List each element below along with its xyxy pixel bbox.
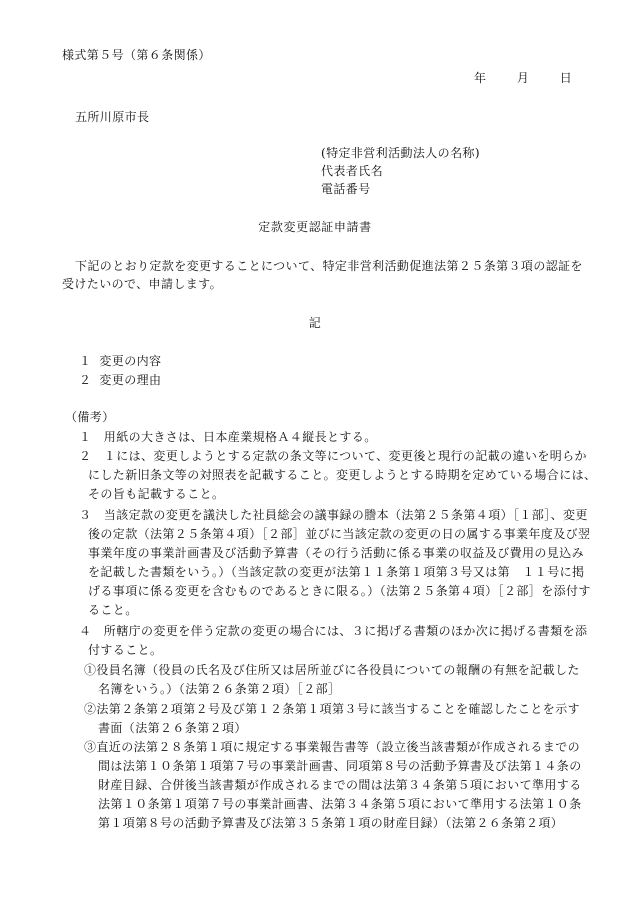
note-3-line-2: 後の定款（法第２５条第４項）［２部］並びに当該定款の変更の日の属する事業年度及び翌 (88, 527, 591, 541)
note-3-line-1: ３ 当該定款の変更を議決した社員総会の議事録の謄本（法第２５条第４項）［１部］、変更 (79, 508, 588, 522)
item-2 (79, 373, 161, 387)
intro-line-1: 下記のとおり定款を変更することについて、特定非営利活動促進法第２５条第３項の認証を (75, 259, 583, 273)
note-4-line-1: ４ 所轄庁の変更を伴う定款の変更の場合には、３に掲げる書類のほか次に掲げる書類を添 (79, 624, 588, 638)
note-3-line-3: 事業年度の事業計画書及び活動予算書（その行う活動に係る事業の収益及び費用の見込み (88, 546, 585, 560)
note-3-line-5: げる事項に係る変更を含むものであるときに限る。）（法第２５条第４項）［２部］を添付す (88, 584, 591, 598)
item-1-number: １ (79, 354, 92, 368)
item-2-number: ２ (79, 373, 92, 387)
notes-heading: （備考） (65, 410, 115, 424)
ki-heading: 記 (308, 316, 322, 330)
note-2-line-3: その旨も記載すること。 (88, 487, 225, 501)
note-2-line-1: ２ １には、変更しようとする定款の条文等について、変更後と現行の記載の違いを明らか (79, 449, 587, 463)
note-4-sub-2-line-2: 書面（法第２６条第２項） (98, 721, 247, 735)
note-2-line-2: にした新旧条文等の対照表を記載すること。変更しようとする時期を定めている場合には、 (88, 468, 597, 482)
document-title: 定款変更認証申請書 (258, 220, 372, 234)
note-4-line-2: 付すること。 (88, 643, 163, 657)
note-3-line-4: を記載した書類をいう。）（当該定款の変更が法第１１条第１項第３号又は第 １１号に掲 (88, 565, 585, 579)
note-1-line-1: １ 用紙の大きさは、日本産業規格Ａ４縦長とする。 (79, 430, 377, 444)
item-2-text: 変更の理由 (99, 373, 162, 387)
applicant-representative: 代表者氏名 (321, 164, 384, 178)
item-1-text: 変更の内容 (99, 354, 162, 368)
date-month: 月 (516, 71, 530, 85)
note-4-sub-1-line-1: ①役員名簿（役員の氏名及び住所又は居所並びに各役員についての報酬の有無を記載した (84, 663, 580, 677)
date-day: 日 (559, 71, 573, 85)
note-4-sub-3-line-1: ③直近の法第２８条第１項に規定する事業報告書等（設立後当該書類が作成されるまでの (84, 740, 581, 754)
note-4-sub-3-line-5: 第１項第８号の活動予算書及び法第３５条第１項の財産目録）（法第２６条第２項） (98, 816, 564, 830)
note-3-line-6: ること。 (88, 603, 138, 617)
note-4-sub-1-line-2: 名簿をいう。）（法第２６条第２項）［２部］ (98, 682, 341, 696)
intro-line-2: 受けたいので、申請します。 (62, 277, 223, 291)
form-label: 様式第５号（第６条関係） (62, 48, 211, 62)
addressee: 五所川原市長 (75, 110, 150, 124)
note-4-sub-3-line-4: 法第１０条第１項第７号の事業計画書、法第３４条第５項において準用する法第１０条 (98, 797, 582, 811)
item-1 (79, 354, 161, 368)
applicant-org-name: (特定非営利活動法人の名称) (321, 146, 480, 160)
date-line (474, 71, 572, 85)
note-4-sub-3-line-3: 財産目録、合併後当該書類が作成されるまでの間は法第３４条第５項において準用する (98, 778, 582, 792)
note-4-sub-2-line-1: ②法第２条第２項第２号及び第１２条第１項第３号に該当することを確認したことを示す (84, 702, 581, 716)
date-year: 年 (474, 71, 487, 85)
applicant-phone: 電話番号 (321, 182, 371, 196)
note-4-sub-3-line-2: 間は法第１０条第１項第７号の事業計画書、同項第８号の活動予算書及び法第１４条の (98, 759, 582, 773)
